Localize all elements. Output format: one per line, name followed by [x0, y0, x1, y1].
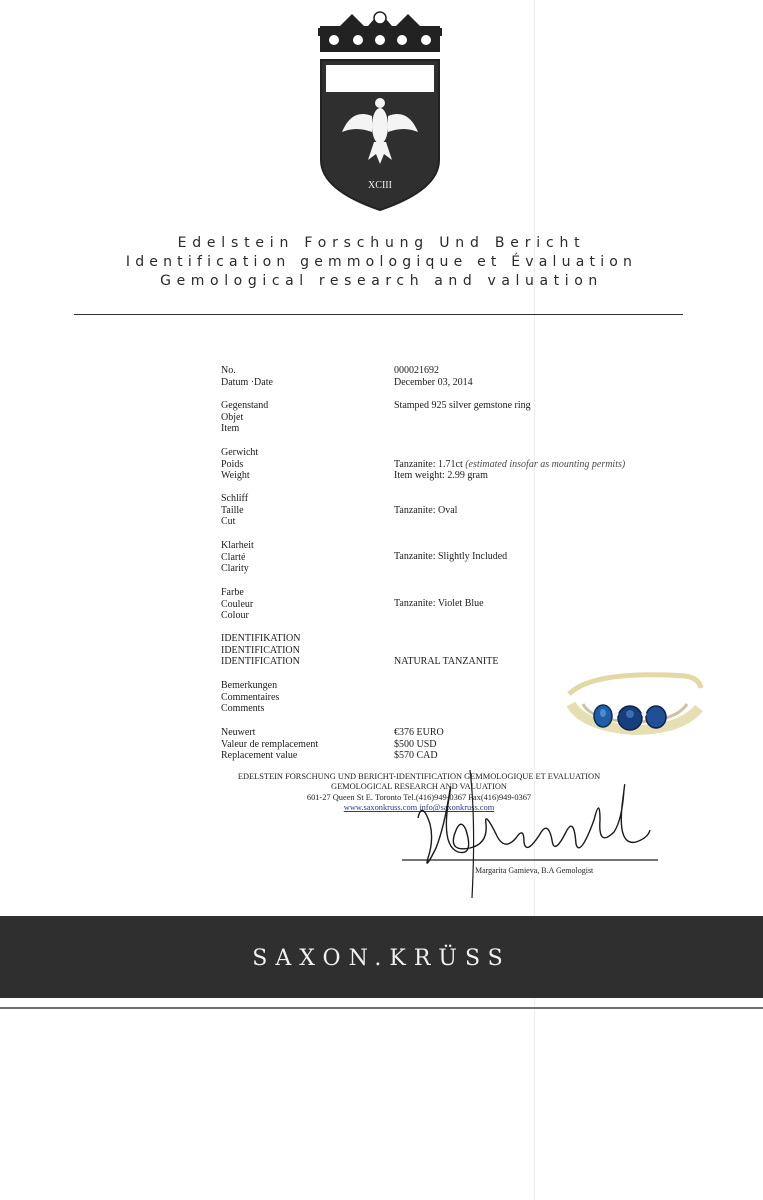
clarity-labels	[221, 540, 254, 575]
website-link[interactable]: www.saxonkruss.com info@saxonkruss.com	[343, 803, 495, 813]
weight-label-fr: Poids	[221, 458, 244, 470]
comments-label-fr: Commentaires	[221, 691, 280, 703]
value-label-de: Neuwert	[221, 727, 256, 738]
clarity-value: Tanzanite: Slightly Included	[394, 551, 508, 562]
colour-label-fr: Couleur	[221, 598, 254, 610]
crest-numeral: XCIII	[368, 180, 392, 191]
cut-label-fr: Taille	[221, 504, 244, 516]
gemologist-name: Margarita Gamieva, B.A Gemologist	[475, 866, 594, 875]
item-label-de: Gegenstand	[221, 400, 269, 411]
ring-photo	[563, 664, 708, 746]
weight-stone-value	[394, 459, 625, 471]
comments-labels	[221, 680, 279, 715]
report-number: 000021692	[394, 365, 439, 376]
value-cad: $570 CAD	[394, 750, 438, 762]
item-value: Stamped 925 silver gemstone ring	[394, 400, 531, 411]
value-label-en: Replacement value	[221, 750, 298, 762]
colour-labels	[221, 587, 253, 622]
cut-label-en: Cut	[221, 516, 236, 528]
clarity-label-en: Clarity	[221, 563, 249, 575]
cut-value: Tanzanite: Oval	[394, 505, 458, 516]
value-labels	[221, 727, 318, 762]
number-date-labels	[221, 365, 273, 388]
crown-icon	[318, 12, 442, 52]
bottom-divider	[0, 1007, 763, 1009]
identification-value: NATURAL TANZANITE	[394, 656, 499, 667]
item-label-fr: Objet	[221, 411, 244, 423]
footer-english-line: GEMOLOGICAL RESEARCH AND VALUATION	[331, 782, 507, 792]
number-label: No.	[221, 365, 236, 376]
identification-label-en: IDENTIFICATION	[221, 656, 300, 668]
signature-mark	[400, 760, 665, 900]
value-usd: $500 USD	[394, 738, 437, 750]
item-weight-value: Item weight: 2.99 gram	[394, 470, 488, 482]
colour-label-en: Colour	[221, 610, 249, 622]
cut-labels	[221, 493, 248, 528]
weight-label-en: Weight	[221, 470, 250, 482]
stone-weight: Tanzanite: 1.71ct	[394, 458, 463, 470]
brand-name: SAXON.KRÜSS	[252, 946, 511, 971]
weight-label-de: Gerwicht	[221, 447, 259, 458]
identification-label-de: IDENTIFIKATION	[221, 633, 301, 644]
clarity-label-de: Klarheit	[221, 540, 254, 551]
identification-label-fr: IDENTIFICATION	[221, 644, 300, 656]
footer-address: 601-27 Queen St E. Toronto Tel.(416)949-0367 Fax(416)949-0367	[306, 792, 532, 802]
comments-label-en: Comments	[221, 703, 265, 715]
identification-labels	[221, 633, 300, 668]
item-labels	[221, 400, 268, 435]
paper-fold-line	[534, 0, 535, 1200]
footer-org-line: EDELSTEIN FORSCHUNG UND BERICHT-IDENTIFICATION GEMMOLOGIQUE ET EVALUATION	[237, 772, 601, 781]
cut-label-de: Schliff	[221, 493, 249, 504]
comments-label-de: Bemerkungen	[221, 680, 278, 691]
crest-icon	[318, 8, 442, 214]
clarity-label-fr: Clarté	[221, 551, 246, 563]
weight-note: (estimated insofar as mounting permits)	[465, 458, 626, 470]
value-euro: €376 EURO	[394, 727, 444, 738]
date-label: Datum ·Date	[221, 376, 273, 388]
heading-german: Edelstein Forschung Und Bericht	[177, 235, 586, 251]
item-label-en: Item	[221, 423, 240, 435]
value-label-fr: Valeur de remplacement	[221, 738, 319, 750]
colour-value: Tanzanite: Violet Blue	[394, 598, 484, 609]
colour-label-de: Farbe	[221, 587, 244, 598]
heading-divider	[74, 314, 683, 315]
weight-labels	[221, 447, 258, 482]
heading-french: Identification gemmologique et Évaluation	[125, 254, 638, 270]
report-date: December 03, 2014	[394, 376, 473, 388]
heading-english: Gemological research and valuation	[160, 273, 603, 289]
